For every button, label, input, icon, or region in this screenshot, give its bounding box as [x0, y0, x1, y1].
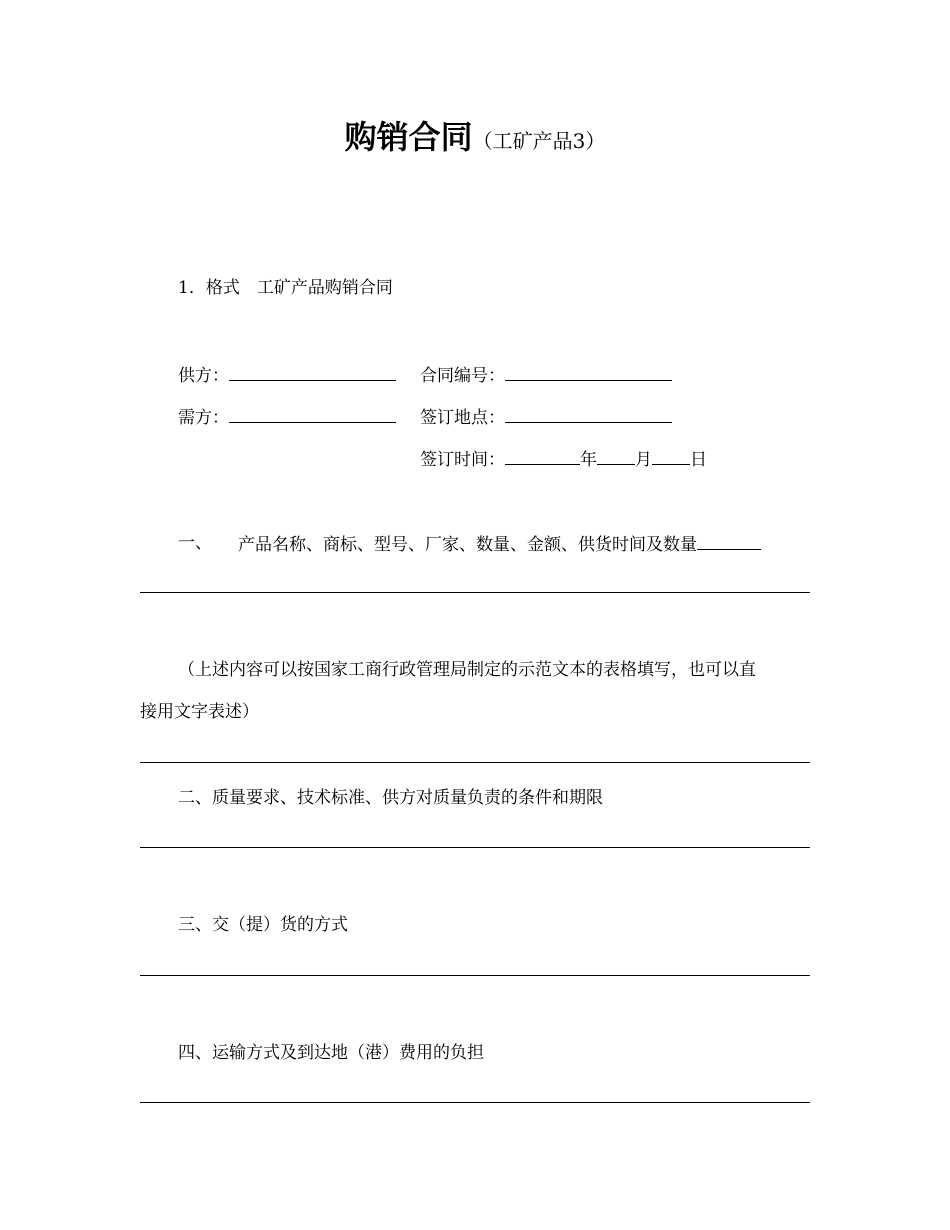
- section-1-number: 一、: [178, 533, 212, 553]
- title-main: 购销合同: [344, 118, 473, 156]
- supplier-field: [178, 362, 396, 388]
- fill-line-1[interactable]: [140, 592, 810, 593]
- contract-number-field: [420, 362, 672, 388]
- note-line-2: 接用文字表述）: [140, 702, 259, 722]
- month-label: 月: [635, 450, 652, 470]
- month-blank[interactable]: [597, 446, 635, 465]
- supplier-blank[interactable]: [229, 362, 396, 381]
- day-blank[interactable]: [652, 446, 690, 465]
- section-2-heading: 二、质量要求、技术标准、供方对质量负责的条件和期限: [178, 788, 603, 808]
- document-title: [0, 112, 950, 158]
- buyer-field: [178, 404, 396, 430]
- fill-line-5[interactable]: [140, 1102, 810, 1103]
- sign-place-field: [420, 404, 672, 430]
- sign-place-blank[interactable]: [505, 404, 672, 423]
- note-line-1: （上述内容可以按国家工商行政管理局制定的示范文本的表格填写，也可以直: [178, 660, 756, 680]
- buyer-blank[interactable]: [229, 404, 396, 423]
- title-subtitle: （工矿产品3）: [472, 129, 606, 153]
- section-4-heading: 四、运输方式及到达地（港）费用的负担: [178, 1043, 484, 1063]
- format-line: 1．格式 工矿产品购销合同: [178, 278, 393, 298]
- sign-time-field: [420, 446, 707, 472]
- fill-line-3[interactable]: [140, 847, 810, 848]
- fill-line-4[interactable]: [140, 975, 810, 976]
- contract-number-label: 合同编号：: [420, 366, 505, 386]
- year-blank[interactable]: [505, 446, 580, 465]
- contract-number-blank[interactable]: [505, 362, 672, 381]
- day-label: 日: [690, 450, 707, 470]
- section-1-blank[interactable]: [697, 531, 761, 550]
- section-1-heading: [238, 531, 761, 557]
- section-1-text: 产品名称、商标、型号、厂家、数量、金额、供货时间及数量: [238, 535, 697, 555]
- supplier-label: 供方：: [178, 366, 229, 386]
- section-3-heading: 三、交（提）货的方式: [178, 915, 348, 935]
- sign-place-label: 签订地点：: [420, 408, 505, 428]
- buyer-label: 需方：: [178, 408, 229, 428]
- year-label: 年: [580, 450, 597, 470]
- sign-time-label: 签订时间：: [420, 450, 505, 470]
- fill-line-2[interactable]: [140, 762, 810, 763]
